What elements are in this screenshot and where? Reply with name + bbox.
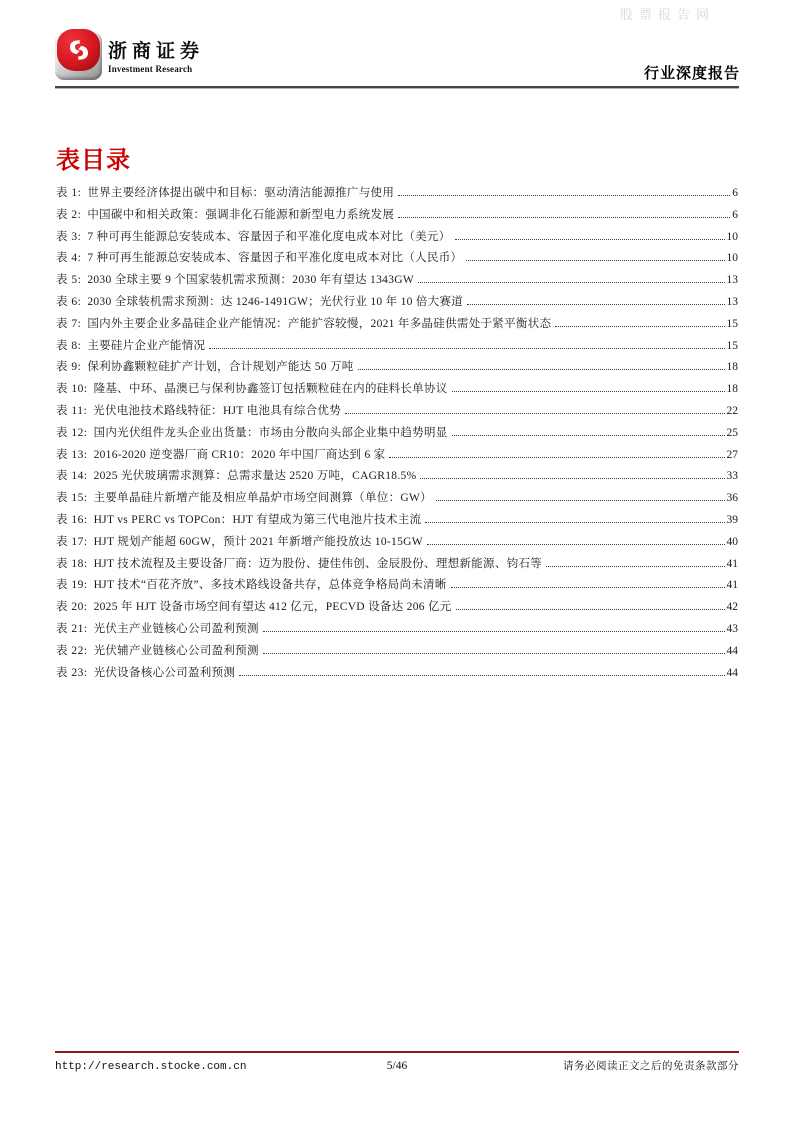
toc-row[interactable]: [56, 510, 738, 532]
toc-entry-page: 18: [726, 361, 738, 374]
toc-entry-page: 33: [726, 470, 738, 483]
report-type-label: 行业深度报告: [643, 65, 740, 82]
toc-entry-title: 保利协鑫颗粒硅扩产计划，合计规划产能达 50 万吨: [87, 361, 354, 374]
toc-list: [56, 183, 738, 684]
toc-leader-dots: [418, 282, 724, 283]
toc-entry-label: 表 6:: [56, 295, 82, 308]
toc-leader-dots: [555, 326, 724, 327]
toc-entry-label: 表 4:: [56, 252, 82, 265]
toc-entry-label: 表 23:: [56, 666, 88, 679]
toc-entry-page: 15: [726, 317, 738, 330]
toc-entry-title: 2025 光伏玻璃需求测算：总需求量达 2520 万吨，CAGR18.5%: [93, 470, 417, 483]
toc-leader-dots: [398, 195, 730, 196]
toc-entry-title: HJT 规划产能超 60GW，预计 2021 年新增产能投放达 10-15GW: [93, 535, 423, 548]
toc-entry-page: 44: [726, 666, 738, 679]
toc-entry-page: 27: [726, 448, 738, 461]
toc-row[interactable]: [56, 663, 738, 685]
toc-entry-title: HJT 技术流程及主要设备厂商：迈为股份、捷佳伟创、金辰股份、理想新能源、钧石等: [93, 557, 543, 570]
toc-row[interactable]: [56, 205, 738, 227]
toc-leader-dots: [358, 369, 725, 370]
toc-entry-label: 表 11:: [56, 404, 88, 417]
toc-entry-label: 表 15:: [56, 492, 88, 505]
footer: [55, 1058, 739, 1073]
toc-entry-page: 10: [726, 252, 738, 265]
toc-entry-title: 光伏辅产业链核心公司盈利预测: [93, 644, 259, 657]
toc-entry-title: 2025 年 HJT 设备市场空间有望达 412 亿元，PECVD 设备达 206 亿元: [93, 601, 452, 614]
toc-entry-page: 18: [726, 383, 738, 396]
toc-row[interactable]: [56, 423, 738, 445]
toc-entry-label: 表 5:: [56, 274, 82, 287]
toc-entry-page: 25: [726, 426, 738, 439]
toc-entry-label: 表 22:: [56, 644, 88, 657]
toc-entry-page: 6: [732, 208, 738, 221]
toc-entry-title: 国内光伏组件龙头企业出货量：市场由分散向头部企业集中趋势明显: [93, 426, 448, 439]
toc-entry-label: 表 9:: [56, 361, 82, 374]
toc-entry-label: 表 8:: [56, 339, 82, 352]
toc-entry-title: 国内外主要企业多晶硅企业产能情况：产能扩容较慢，2021 年多晶硅供需处于紧平衡状态: [87, 317, 552, 330]
toc-entry-page: 40: [726, 535, 738, 548]
toc-entry-page: 6: [732, 187, 738, 199]
toc-entry-page: 13: [726, 295, 738, 308]
toc-entry-title: 中国碳中和相关政策：强调非化石能源和新型电力系统发展: [87, 208, 395, 221]
toc-entry-label: 表 14:: [56, 470, 88, 483]
toc-row[interactable]: [56, 248, 738, 270]
toc-entry-page: 22: [726, 404, 738, 417]
toc-entry-label: 表 16:: [56, 513, 88, 526]
toc-entry-label: 表 3:: [56, 230, 82, 243]
toc-row[interactable]: [56, 270, 738, 292]
toc-leader-dots: [456, 609, 725, 610]
toc-row[interactable]: [56, 183, 738, 205]
toc-row[interactable]: [56, 532, 738, 554]
toc-row[interactable]: [56, 379, 738, 401]
toc-leader-dots: [345, 413, 724, 414]
toc-row[interactable]: [56, 619, 738, 641]
toc-entry-title: 光伏电池技术路线特征：HJT 电池具有综合优势: [93, 404, 342, 417]
toc-entry-page: 42: [726, 601, 738, 614]
toc-row[interactable]: [56, 597, 738, 619]
toc-row[interactable]: [56, 466, 738, 488]
toc-leader-dots: [425, 522, 724, 523]
toc-row[interactable]: [56, 336, 738, 358]
footer-disclaimer: 请务必阅读正文之后的免责条款部分: [563, 1061, 740, 1072]
logo-knot-icon: [57, 29, 100, 71]
toc-leader-dots: [466, 260, 724, 261]
brand-block: [108, 36, 204, 74]
toc-leader-dots: [263, 631, 725, 632]
toc-entry-title: 光伏主产业链核心公司盈利预测: [93, 622, 259, 635]
toc-row[interactable]: [56, 575, 738, 597]
header-rule: [55, 86, 739, 89]
toc-entry-label: 表 18:: [56, 557, 88, 570]
toc-entry-page: 44: [726, 644, 738, 657]
toc-leader-dots: [452, 435, 725, 436]
footer-page-number: 5/46: [386, 1060, 408, 1072]
toc-entry-page: 41: [726, 579, 738, 592]
page-title: 表目录: [56, 147, 131, 174]
brand-name-en: Investment Research: [108, 64, 193, 74]
toc-entry-title: 世界主要经济体提出碳中和目标：驱动清洁能源推广与使用: [87, 187, 395, 199]
toc-entry-page: 10: [726, 230, 738, 243]
toc-entry-title: 主要硅片企业产能情况: [87, 339, 206, 352]
toc-row[interactable]: [56, 554, 738, 576]
toc-row[interactable]: [56, 227, 738, 249]
watermark: 股票报告网: [620, 7, 716, 22]
toc-leader-dots: [420, 478, 724, 479]
toc-entry-title: 7 种可再生能源总安装成本、容量因子和平准化度电成本对比（人民币）: [87, 252, 463, 265]
toc-entry-label: 表 20:: [56, 601, 88, 614]
toc-row[interactable]: [56, 445, 738, 467]
toc-row[interactable]: [56, 314, 738, 336]
toc-leader-dots: [455, 239, 725, 240]
toc-entry-title: 主要单晶硅片新增产能及相应单晶炉市场空间测算（单位：GW）: [93, 492, 432, 505]
toc-leader-dots: [209, 348, 724, 349]
toc-entry-label: 表 21:: [56, 622, 88, 635]
toc-row[interactable]: [56, 488, 738, 510]
toc-leader-dots: [436, 500, 725, 501]
toc-leader-dots: [452, 391, 725, 392]
toc-leader-dots: [546, 566, 724, 567]
zheshang-logo: [55, 29, 102, 80]
toc-entry-label: 表 12:: [56, 426, 88, 439]
footer-rule: [55, 1051, 739, 1053]
toc-leader-dots: [427, 544, 725, 545]
toc-entry-label: 表 1:: [56, 187, 82, 199]
toc-entry-title: HJT vs PERC vs TOPCon：HJT 有望成为第三代电池片技术主流: [93, 513, 422, 526]
toc-entry-page: 36: [726, 492, 738, 505]
toc-leader-dots: [467, 304, 724, 305]
toc-entry-title: 隆基、中环、晶澳已与保利协鑫签订包括颗粒硅在内的硅料长单协议: [93, 383, 448, 396]
toc-row[interactable]: [56, 357, 738, 379]
toc-leader-dots: [263, 653, 725, 654]
toc-row[interactable]: [56, 292, 738, 314]
toc-entry-title: 2030 全球装机需求预测：达 1246-1491GW；光伏行业 10 年 10 倍大赛道: [87, 295, 464, 308]
toc-entry-title: 2016-2020 逆变器厂商 CR10：2020 年中国厂商达到 6 家: [93, 448, 386, 461]
toc-entry-label: 表 13:: [56, 448, 88, 461]
toc-entry-label: 表 17:: [56, 535, 88, 548]
toc-entry-title: HJT 技术“百花齐放”、多技术路线设备共存，总体竞争格局尚未清晰: [93, 579, 447, 592]
toc-leader-dots: [239, 675, 724, 676]
toc-entry-label: 表 10:: [56, 383, 88, 396]
toc-leader-dots: [451, 587, 725, 588]
toc-entry-title: 2030 全球主要 9 个国家装机需求预测：2030 年有望达 1343GW: [87, 274, 415, 287]
toc-entry-page: 13: [726, 274, 738, 287]
toc-leader-dots: [389, 457, 724, 458]
toc-entry-page: 39: [726, 513, 738, 526]
toc-entry-page: 43: [726, 622, 738, 635]
toc-entry-page: 15: [726, 339, 738, 352]
toc-row[interactable]: [56, 641, 738, 663]
footer-url-link[interactable]: http://research.stocke.com.cn: [55, 1061, 247, 1073]
toc-entry-label: 表 19:: [56, 579, 88, 592]
brand-name-cn: 浙商证券: [108, 41, 205, 62]
toc-leader-dots: [398, 217, 730, 218]
toc-row[interactable]: [56, 401, 738, 423]
toc-entry-title: 7 种可再生能源总安装成本、容量因子和平准化度电成本对比（美元）: [87, 230, 451, 243]
toc-entry-label: 表 2:: [56, 208, 82, 221]
toc-entry-title: 光伏设备核心公司盈利预测: [93, 666, 236, 679]
toc-entry-page: 41: [726, 557, 738, 570]
toc-entry-label: 表 7:: [56, 317, 82, 330]
